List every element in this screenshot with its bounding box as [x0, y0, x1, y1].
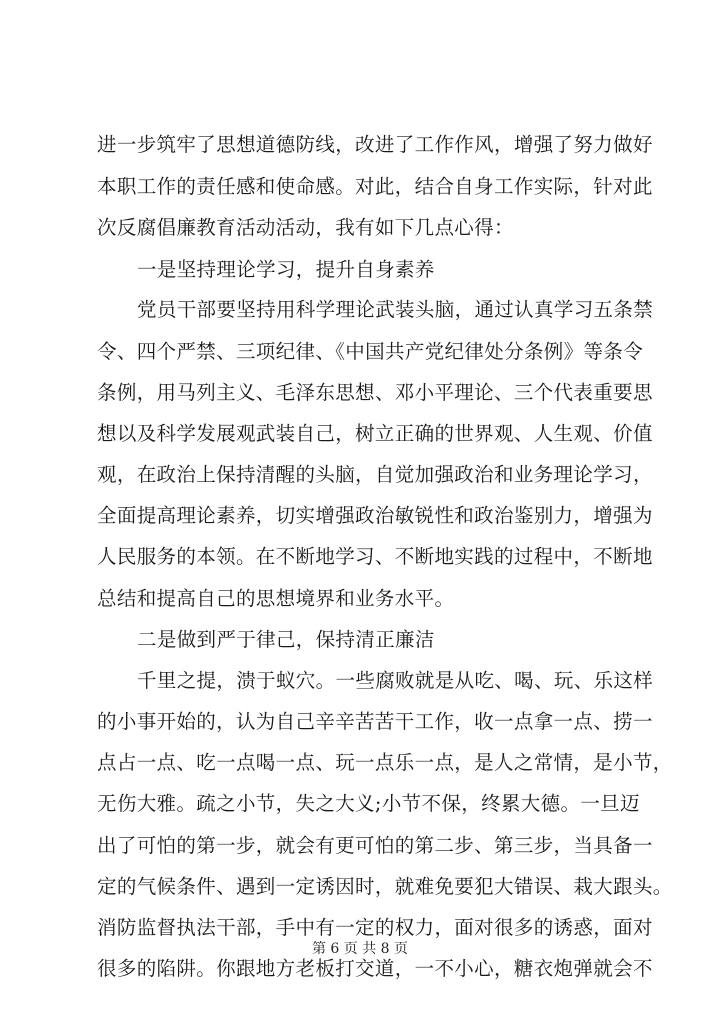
body-line: 定的气候条件、遇到一定诱因时，就难免要犯大错误、栽大跟头。: [97, 875, 673, 898]
body-line: 全面提高理论素养，切实增强政治敏锐性和政治鉴别力，增强为: [97, 504, 653, 527]
body-line: 令、四个严禁、三项纪律、《中国共产党纪律处分条例》等条令: [97, 340, 644, 363]
body-line: 人民服务的本领。在不断地学习、不断地实践的过程中，不断地: [97, 545, 653, 568]
body-line: 观，在政治上保持清醒的头脑，自觉加强政治和业务理论学习，: [97, 463, 653, 486]
body-line: 千里之提，溃于蚁穴。一些腐败就是从吃、喝、玩、乐这样: [137, 669, 654, 692]
body-line: 的小事开始的，认为自己辛辛苦苦干工作，收一点拿一点、捞一: [97, 710, 653, 733]
section-heading: 一是坚持理论学习，提升自身素养: [137, 258, 435, 281]
body-line: 出了可怕的第一步，就会有更可怕的第二步、第三步，当具备一: [97, 834, 653, 857]
body-line: 无伤大雅。疏之小节，失之大义;小节不保，终累大德。一旦迈: [97, 792, 640, 815]
body-line: 想以及科学发展观武装自己，树立正确的世界观、人生观、价值: [97, 422, 653, 445]
body-line: 条例，用马列主义、毛泽东思想、邓小平理论、三个代表重要思: [97, 381, 653, 404]
body-line: 消防监督执法干部，手中有一定的权力，面对很多的诱惑，面对: [97, 916, 653, 939]
body-line: 总结和提高自己的思想境界和业务水平。: [97, 587, 455, 610]
section-heading: 二是做到严于律己，保持清正廉洁: [137, 628, 435, 651]
body-line: 进一步筑牢了思想道德防线，改进了工作作风，增强了努力做好: [97, 133, 653, 156]
body-line: 很多的陷阱。你跟地方老板打交道，一不小心，糖衣炮弹就会不: [97, 957, 653, 980]
body-line: 点占一点、吃一点喝一点、玩一点乐一点，是人之常情，是小节，: [97, 751, 673, 774]
body-line: 本职工作的责任感和使命感。对此，结合自身工作实际，针对此: [97, 175, 653, 198]
body-line: 党员干部要坚持用科学理论武装头脑，通过认真学习五条禁: [137, 298, 654, 321]
page-number-footer: 第 6 页 共 8 页: [311, 941, 409, 957]
body-line: 次反腐倡廉教育活动活动，我有如下几点心得：: [97, 216, 514, 239]
